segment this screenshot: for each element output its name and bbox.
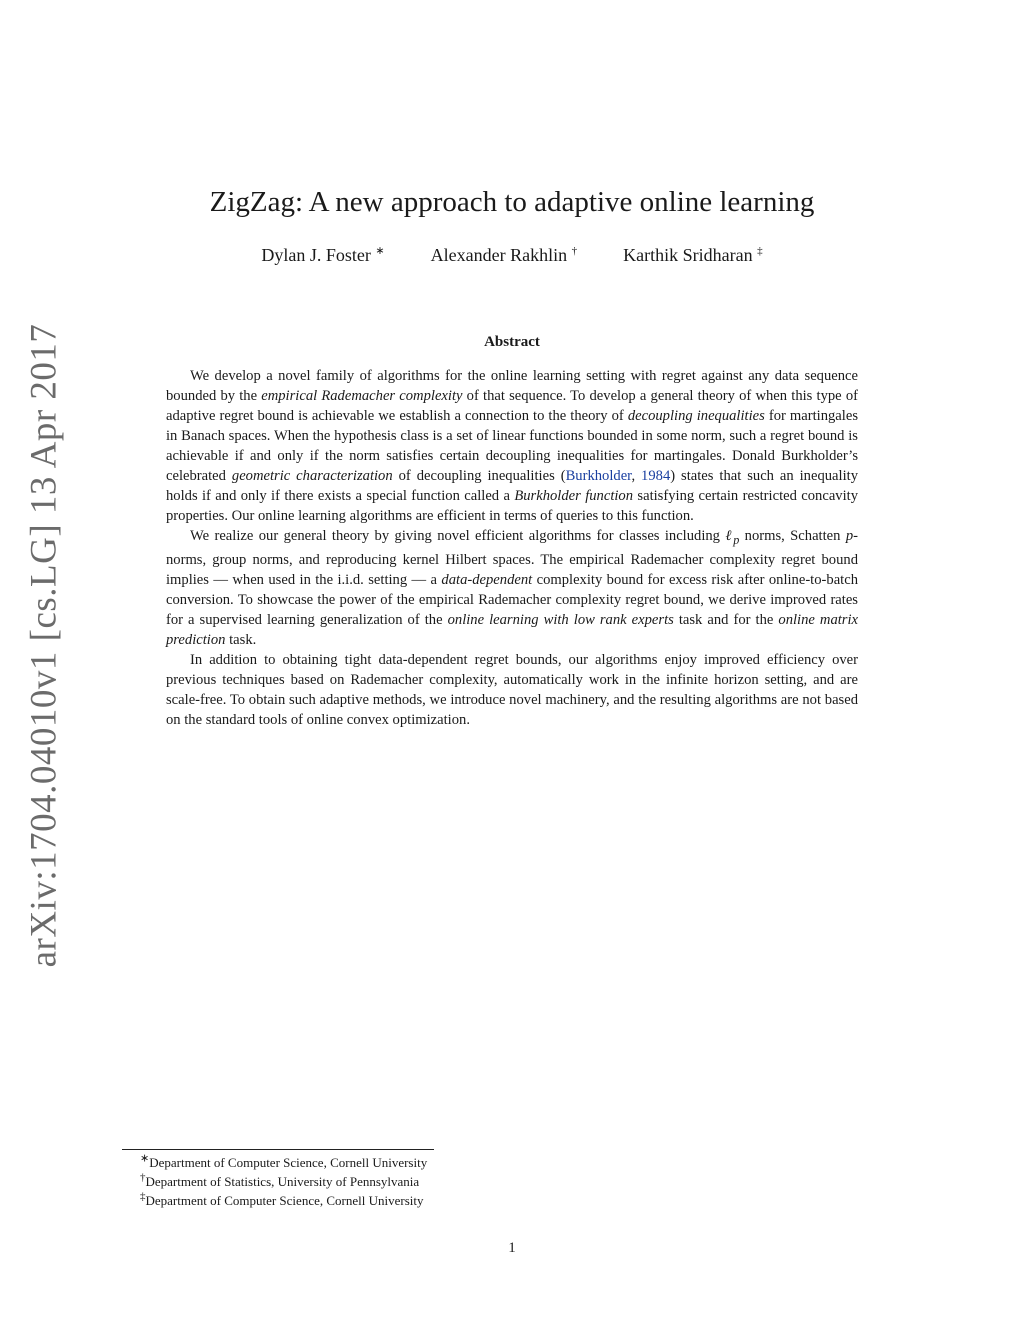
footnote-mark: ‡ bbox=[140, 1190, 146, 1203]
text-run: of that sequence. To develop a general theory of when this type of adaptive regret bound is achievable we establish a connection to the theory of bbox=[166, 388, 858, 424]
text-run: satisfying certain restricted concavity properties. Our online learning algorithms are efficient in terms of queries to this function. bbox=[166, 488, 859, 524]
author-footnote-mark[interactable]: ‡ bbox=[757, 245, 763, 257]
author-list bbox=[0, 242, 1024, 268]
abstract-paragraph-2 bbox=[166, 526, 858, 650]
footnotes bbox=[140, 1153, 740, 1210]
author-name: Dylan J. Foster bbox=[261, 245, 371, 265]
footnote-mark: ∗ bbox=[140, 1152, 150, 1165]
footnote-text: Department of Computer Science, Cornell University bbox=[149, 1155, 428, 1170]
arxiv-identifier: arXiv:1704.04010v1 [cs.LG] 13 Apr 2017 bbox=[23, 323, 65, 967]
text-run: We develop a novel family of algorithms for the online learning setting with regret against any data sequence bounded by the bbox=[166, 368, 858, 404]
citation-link-year[interactable]: 1984 bbox=[641, 468, 671, 484]
text-run: , bbox=[631, 468, 642, 484]
emphasis: data-dependent bbox=[441, 571, 533, 588]
author-name: Karthik Sridharan bbox=[623, 245, 753, 265]
text-run: We realize our general theory by giving novel efficient algorithms for classes including bbox=[190, 528, 726, 544]
text-run: for martingales in Banach spaces. When the hypothesis class is a set of linear functions bounded in some norm, such a regret bound is achievable if and only if the norm satisfies certain decoupling inequalities for martingales. Donald Burkholder’s celebrated bbox=[166, 408, 858, 484]
footnote-text: Department of Computer Science, Cornell University bbox=[145, 1193, 424, 1208]
text-run: of decoupling inequalities ( bbox=[392, 468, 566, 484]
author-footnote-mark[interactable]: ∗ bbox=[375, 245, 385, 257]
text-run: ) states that such an inequality holds if and only if there exists a special function called a bbox=[166, 468, 858, 504]
text-run: task. bbox=[225, 631, 257, 648]
text-run: complexity bound for excess risk after online-to-batch conversion. To showcase the power of the empirical Rademacher complexity regret bound, we derive improved rates for a supervised learning generalization of the bbox=[166, 571, 858, 628]
abstract-heading: Abstract bbox=[484, 334, 540, 350]
math-subscript: p bbox=[733, 532, 740, 547]
author-name: Alexander Rakhlin bbox=[430, 245, 568, 265]
math-symbol: p bbox=[845, 528, 854, 544]
abstract-paragraph-1 bbox=[166, 366, 858, 526]
citation-link-author[interactable]: Burkholder bbox=[565, 468, 632, 484]
footnote-2 bbox=[140, 1172, 740, 1191]
author-3 bbox=[623, 242, 762, 268]
footnote-3 bbox=[140, 1191, 740, 1210]
author-2 bbox=[431, 242, 577, 268]
emphasis: online matrix prediction bbox=[166, 611, 859, 648]
author-1 bbox=[261, 242, 384, 268]
text-run: task and for the bbox=[673, 611, 779, 628]
abstract-paragraph-3: In addition to obtaining tight data-dependent regret bounds, our algorithms enjoy improved efficiency over previous techniques based on Rademacher complexity, automatically work in the infinite horizon setting, and are scale-free. To obtain such adaptive methods, we introduce novel machinery, and the resulting algorithms are not based on the standard tools of online convex optimization. bbox=[166, 651, 858, 728]
emphasis: Burkholder function bbox=[514, 488, 634, 504]
footnote-rule bbox=[122, 1149, 434, 1150]
emphasis: decoupling inequalities bbox=[627, 408, 765, 424]
page-number: 1 bbox=[508, 1240, 516, 1256]
emphasis: empirical Rademacher complexity bbox=[261, 388, 463, 404]
math-symbol: ℓ bbox=[725, 528, 734, 544]
emphasis: online learning with low rank experts bbox=[447, 611, 674, 628]
footnote-1 bbox=[140, 1153, 740, 1172]
abstract-body bbox=[166, 366, 858, 730]
footnote-mark: † bbox=[140, 1171, 146, 1184]
author-footnote-mark[interactable]: † bbox=[571, 245, 578, 257]
paper-title: ZigZag: A new approach to adaptive online learning bbox=[209, 186, 815, 218]
arxiv-side-stamp bbox=[16, 323, 72, 967]
text-run: norms, Schatten bbox=[739, 528, 846, 544]
text-run: -norms, group norms, and reproducing kernel Hilbert spaces. The empirical Rademacher complexity regret bound implies — when used in the i.i.d. setting — a bbox=[166, 528, 858, 588]
footnote-text: Department of Statistics, University of Pennsylvania bbox=[145, 1174, 420, 1189]
emphasis: geometric characterization bbox=[231, 468, 393, 484]
